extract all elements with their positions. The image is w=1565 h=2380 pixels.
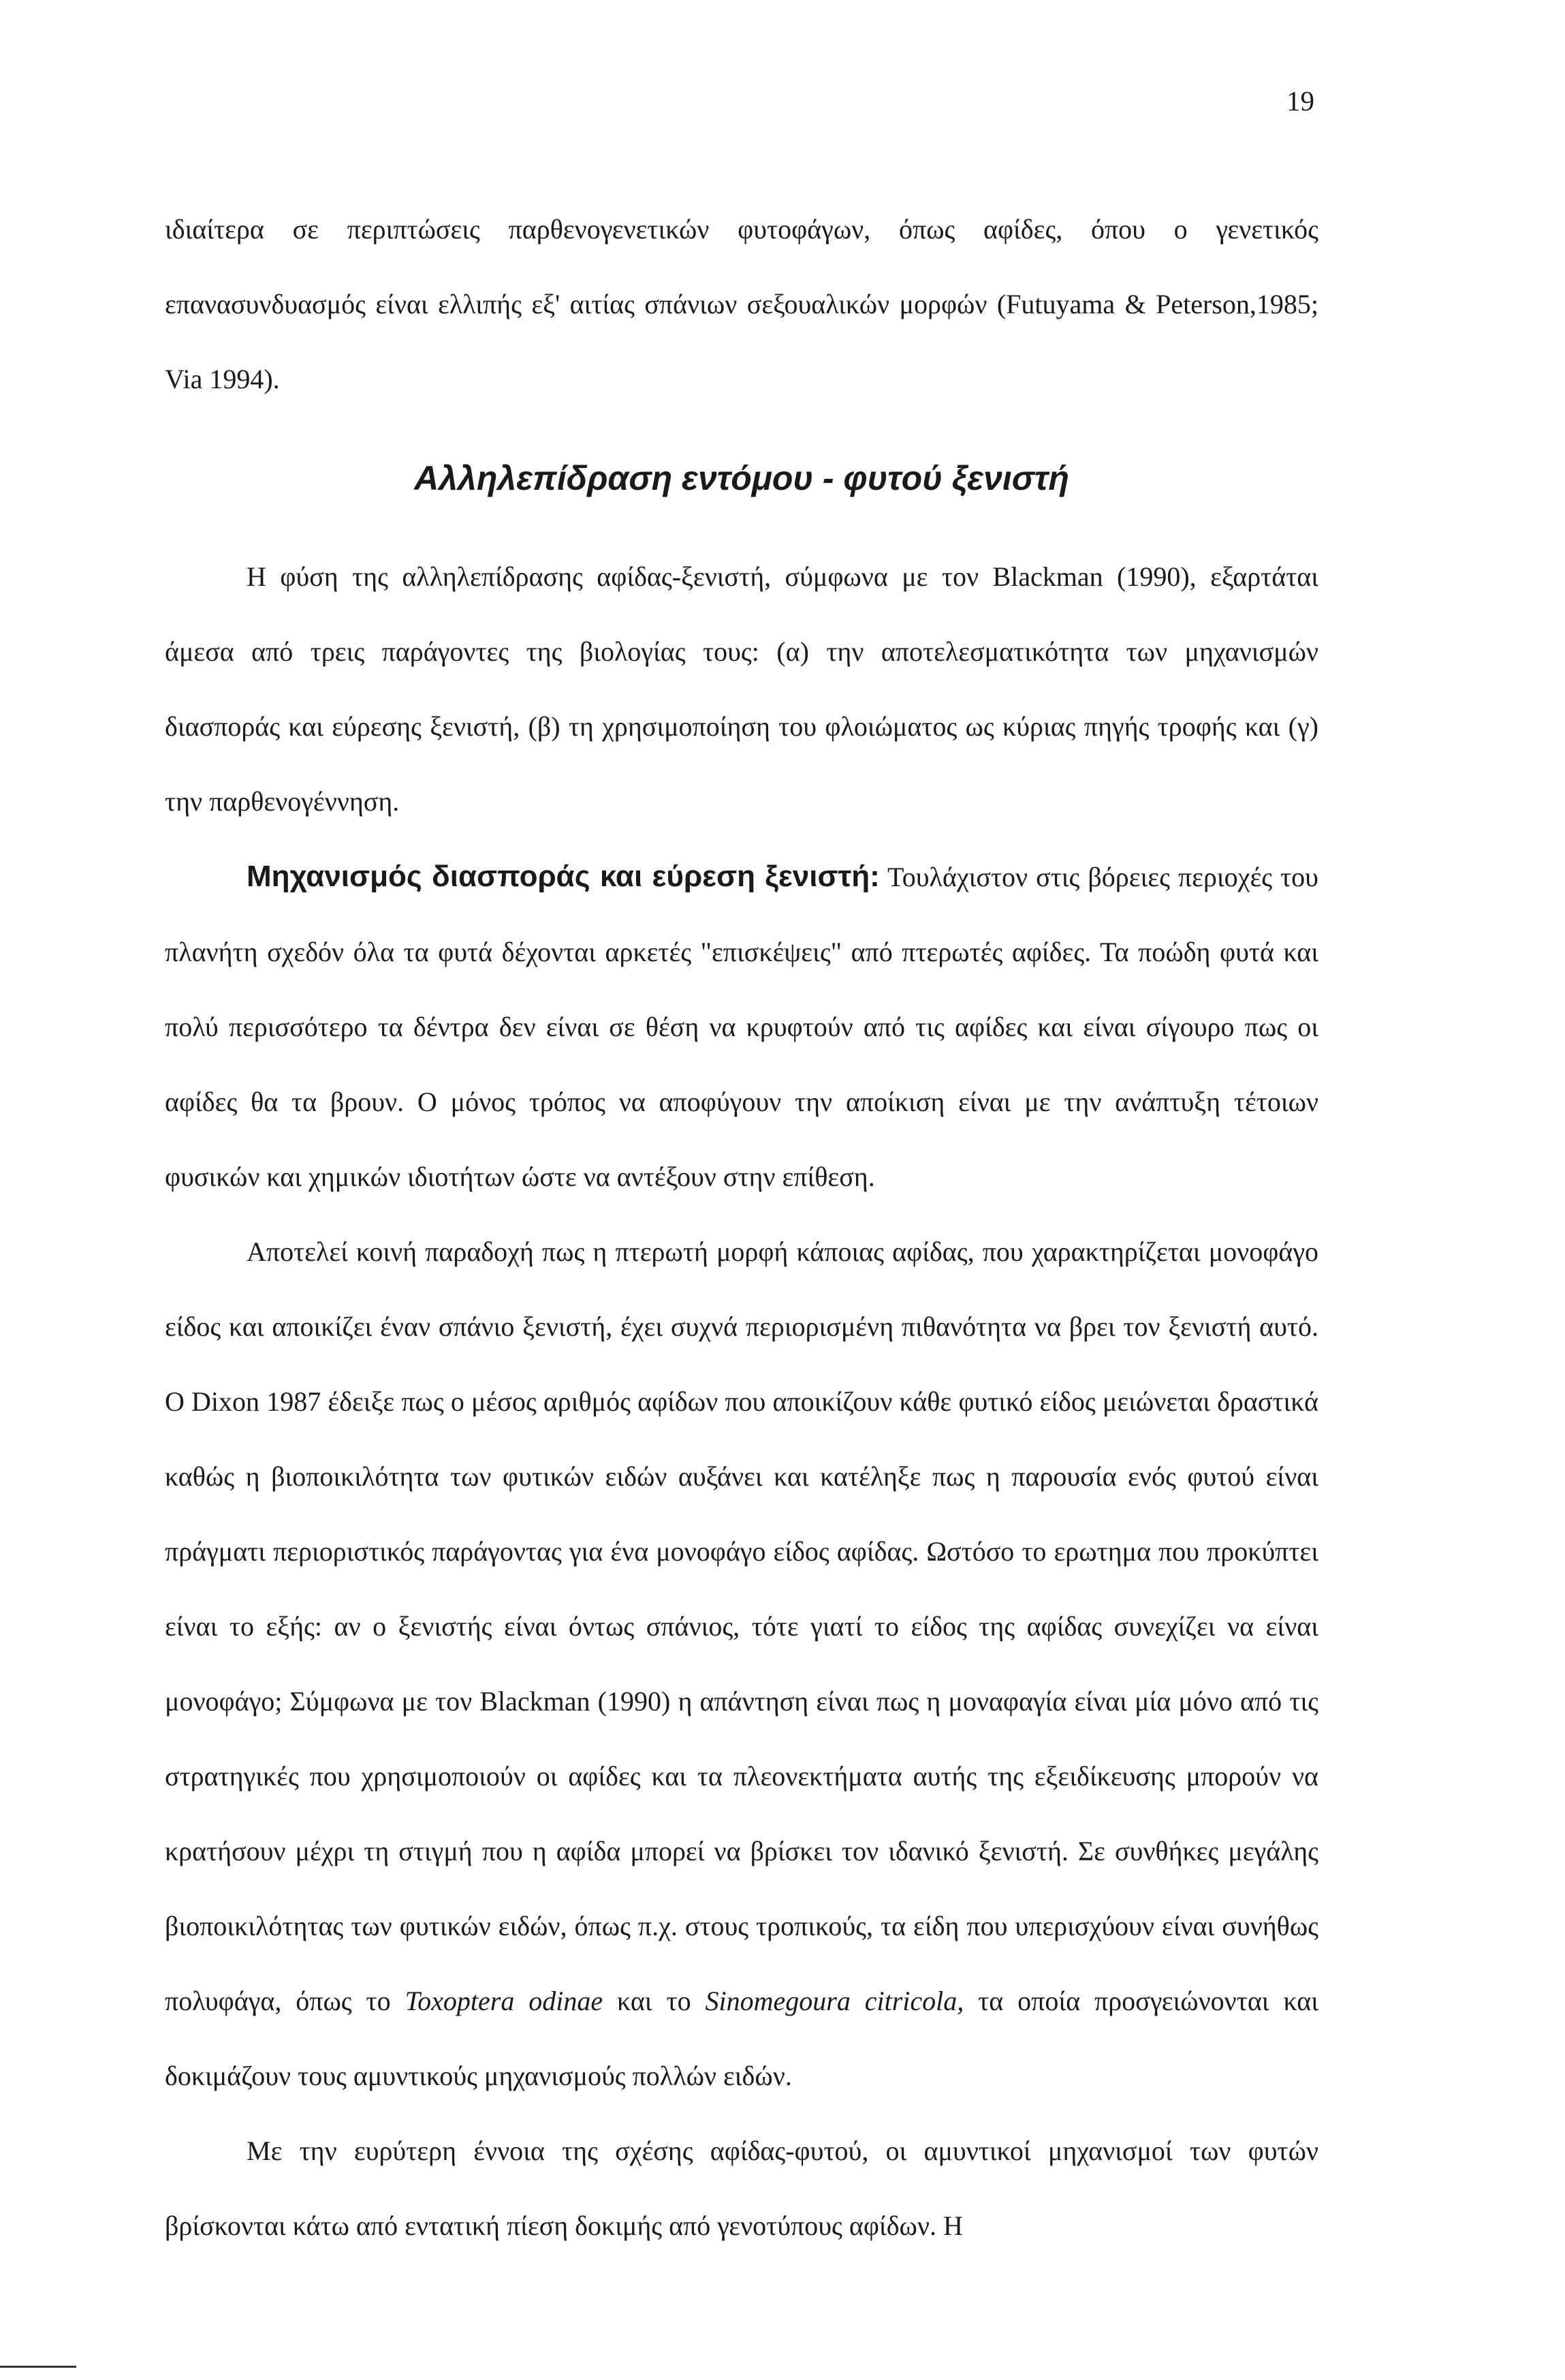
paragraph-monophagy [165, 1215, 1318, 2114]
paragraph-interaction: Η φύση της αλληλεπίδρασης αφίδας-ξενιστή, σύμφωνα με τον Blackman (1990), εξαρτάται άμεσα από τρεις παράγοντες της βιολογίας τους: (α) την αποτελεσματικότητα των μηχανισμών διασποράς και εύρεσης ξενιστή, (β) τη χρησιμοποίηση του φλοιώματος ως κύριας πηγής τροφής και (γ) την παρθενογέννηση. [165, 561, 1318, 817]
paragraph-monophagy-text: Αποτελεί κοινή παραδοχή πως η πτερωτή μορφή κάποιας αφίδας, που χαρακτηρίζεται μονοφάγο είδος και αποικίζει έναν σπάνιο ξενιστή, έχει συχνά περιορισμένη πιθανότητα να βρει τον ξενιστή αυτό. Ο Dixon 1987 έδειξε πως ο μέσος αριθμός αφίδων που αποικίζουν κάθε φυτικό είδος μειώνεται δραστικά καθώς η βιοποικιλότητα των φυτικών ειδών αυξάνει και κατέληξε πως η παρουσία ενός φυτού είναι πράγματι περιοριστικός παράγοντας για ένα μονοφάγο είδος αφίδας. Ωστόσο το ερωτημα που προκύπτει είναι το εξής: αν ο ξενιστής είναι όντως σπάνιος, τότε γιατί το είδος της αφίδας συνεχίζει να είναι μονοφάγο; Σύμφωνα με τον Blackman (1990) η απάντηση είναι πως η μοναφαγία είναι μία μόνο από τις στρατηγικές που χρησιμοποιούν οι αφίδες και τα πλεονεκτήματα αυτής της εξειδίκευσης μπορούν να κρατήσουν μέχρι τη στιγμή που η αφίδα μπορεί να βρίσκει τον ιδανικό ξενιστή. Σε συνθήκες μεγάλης βιοποικιλότητας των φυτικών ειδών, όπως π.χ. στους τροπικούς, τα είδη που υπερισχύουν είναι συνήθως πολυφάγα, όπως το [165, 1236, 1318, 2016]
section-heading: Αλληλεπίδραση εντόμου - φυτού ξενιστή [414, 459, 1069, 497]
page-number: 19 [1286, 85, 1314, 116]
paragraph-dispersal [165, 839, 1318, 1215]
paragraph-defense: Με την ευρύτερη έννοια της σχέσης αφίδας-φυτού, οι αμυντικοί μηχανισμοί των φυτών βρίσκονται κάτω από εντατική πίεση δοκιμής από γενοτύπους αφίδων. Η [165, 2135, 1318, 2241]
page-body [165, 192, 1318, 2264]
subsection-heading: Μηχανισμός διασποράς και εύρεση ξενιστή: [247, 860, 880, 893]
paragraph-monophagy-end: τα οποία προσγειώνονται και δοκιμάζουν τους αμυντικούς μηχανισμούς πολλών ειδών. [165, 1986, 1318, 2091]
paragraph-monophagy-connector: και το [603, 1986, 706, 2016]
species-name-toxoptera: Toxoptera odinae [405, 1986, 603, 2016]
paragraph-continuation: ιδιαίτερα σε περιπτώσεις παρθενογενετικών φυτοφάγων, όπως αφίδες, όπου ο γενετικός επανασυνδυασμός είναι ελλιπής εξ' αιτίας σπάνιων σεξουαλικών μορφών (Futuyama & Peterson,1985; Via 1994). [165, 214, 1318, 394]
paragraph-dispersal-text: Τουλάχιστον στις βόρειες περιοχές του πλανήτη σχεδόν όλα τα φυτά δέχονται αρκετές "επισκέψεις" από πτερωτές αφίδες. Τα ποώδη φυτά και πολύ περισσότερο τα δέντρα δεν είναι σε θέση να κρυφτούν από τις αφίδες και είναι σίγουρο πως οι αφίδες θα τα βρουν. Ο μόνος τρόπος να αποφύγουν την αποίκιση είναι με την ανάπτυξη τέτοιων φυσικών και χημικών ιδιοτήτων ώστε να αντέξουν στην επίθεση. [165, 862, 1318, 1192]
species-name-sinomegoura: Sinomegoura citricola, [705, 1986, 964, 2016]
footer-rule [0, 2366, 76, 2368]
